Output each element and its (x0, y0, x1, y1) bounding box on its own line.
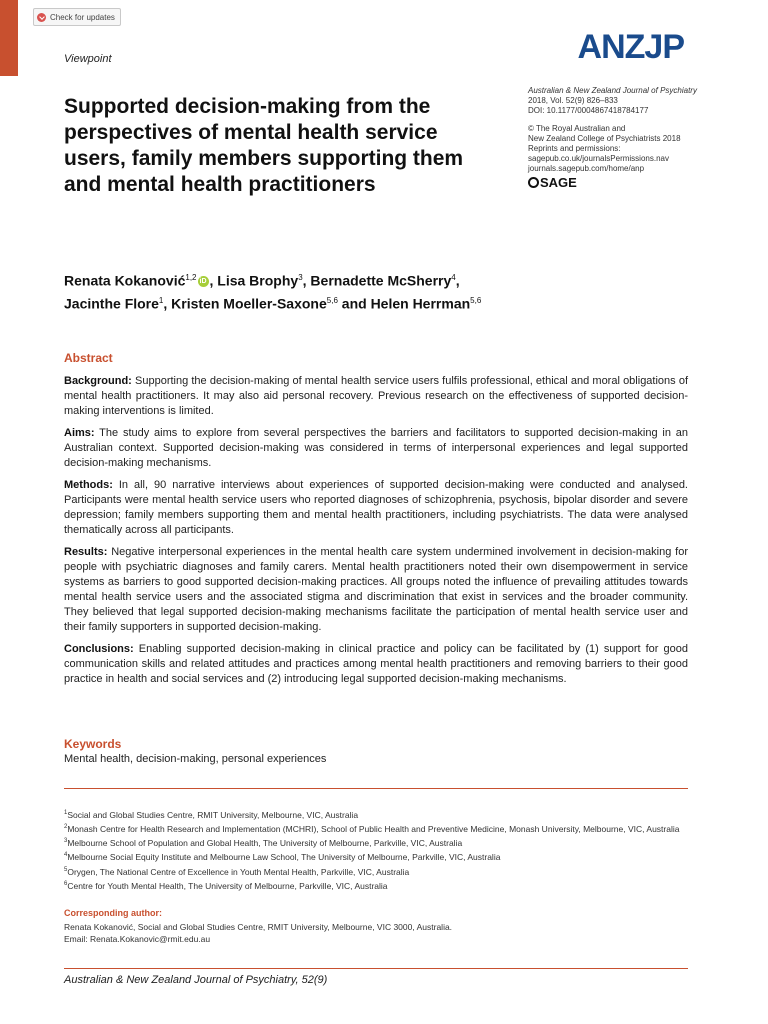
affiliation-item (64, 807, 688, 821)
affiliation-item (64, 849, 688, 863)
copyright-line-2: New Zealand College of Psychiatrists 2018 (528, 134, 681, 143)
author-affiliation-marker: 1 (158, 295, 164, 305)
corresponding-author-email[interactable]: Email: Renata.Kokanovic@rmit.edu.au (64, 934, 211, 944)
author-name: Bernadette McSherry (310, 272, 452, 289)
abstract-section-label: Aims: (64, 427, 95, 439)
footer-citation: Australian & New Zealand Journal of Psychiatry, 52(9) (64, 974, 328, 986)
article-title: Supported decision-making from the perspectives of mental health service users, family members supporting them and mental health practitioners (64, 95, 464, 196)
affiliation-number: 4 (64, 852, 68, 859)
affiliation-text: Centre for Youth Mental Health, The University of Melbourne, Parkville, VIC, Australia (67, 880, 388, 891)
author-list (64, 268, 564, 313)
corresponding-author-heading: Corresponding author: (64, 908, 162, 918)
doi[interactable]: DOI: 10.1177/0004867418784177 (528, 106, 649, 115)
abstract-section-text: Enabling supported decision-making in clinical practice and policy can be facilitated by (1) support for good communication skills and related attitudes and practices among mental health practitioners and removing barriers to their good practice in health and social services and (2) introducing legal supported decision-making mechanisms. (64, 643, 688, 685)
check-updates-label: Check for updates (50, 12, 115, 22)
affiliation-text: Social and Global Studies Centre, RMIT University, Melbourne, VIC, Australia (67, 809, 359, 820)
author-name: Helen Herrman (370, 295, 471, 312)
affiliation-item (64, 878, 688, 892)
affiliation-item (64, 864, 688, 878)
reprints-label: Reprints and permissions: (528, 144, 621, 153)
abstract-section (64, 426, 688, 471)
author-separator: , (209, 272, 218, 289)
abstract-section-label: Background: (64, 375, 132, 387)
permissions-link[interactable]: sagepub.co.uk/journalsPermissions.nav (528, 154, 669, 163)
section-label: Viewpoint (64, 53, 112, 65)
author-affiliation-marker: 1,2 (185, 273, 197, 282)
corresponding-author-address: Renata Kokanović, Social and Global Studies Centre, RMIT University, Melbourne, VIC 3000, Australia. (64, 922, 453, 932)
affiliation-number: 1 (64, 810, 68, 816)
sage-logo-icon (528, 177, 539, 188)
author-name: Jacinthe Flore (64, 295, 159, 312)
affiliations (64, 807, 688, 892)
accent-bar (0, 0, 18, 76)
author-name: Lisa Brophy (217, 272, 299, 289)
abstract-heading: Abstract (64, 351, 113, 365)
affiliation-number: 6 (64, 880, 68, 887)
author-affiliation-marker: 5,6 (470, 295, 482, 305)
affiliation-text: Monash Centre for Health Research and Implementation (MCHRI), School of Public Health and Preventive Medicine, Monash University, Melbourne, VIC, Australia (67, 823, 680, 834)
orcid-icon[interactable]: iD (199, 278, 207, 286)
footer-divider (64, 968, 688, 969)
abstract-body (64, 374, 688, 694)
abstract-section (64, 545, 688, 635)
author-separator: and (337, 295, 371, 312)
journal-meta (528, 86, 728, 188)
affiliation-text: Melbourne Social Equity Institute and Melbourne Law School, The University of Melbourne, Parkville, VIC, Australia (67, 852, 501, 863)
abstract-section-label: Results: (64, 546, 108, 558)
publisher-logo-text: SAGE (540, 174, 577, 190)
author-name: Renata Kokanović (64, 272, 186, 289)
author-affiliation-marker: 5,6 (326, 295, 338, 305)
check-updates-icon (37, 13, 46, 22)
abstract-section-label: Conclusions: (64, 643, 134, 655)
keywords-heading: Keywords (64, 737, 122, 751)
journal-name: Australian & New Zealand Journal of Psychiatry (528, 86, 697, 95)
affiliation-item (64, 835, 688, 849)
author-affiliation-marker: 3 (298, 273, 303, 282)
affiliation-number: 5 (64, 866, 68, 873)
abstract-section-text: Negative interpersonal experiences in the mental health care system undermined involvement in decision-making for people with psychiatric diagnoses and family carers. Mental health practitioners noted their own disempowerment in service systems as barriers to good supported decision-making practices. All groups noted the influence of prevailing attitudes towards mental health service users and the associated stigma and discrimination that exist in services and the broader community. They believed that legal supported decision-making mechanisms facilitate the participation of mental health service user and their family supporters in supported decision-making. (64, 546, 688, 633)
affiliation-item (64, 821, 688, 835)
author-affiliation-marker: 4 (451, 273, 456, 282)
affiliation-text: Melbourne School of Population and Global Health, The University of Melbourne, Parkville, VIC, Australia (67, 838, 463, 849)
abstract-section-label: Methods: (64, 479, 113, 491)
copyright-line-1: © The Royal Australian and (528, 124, 626, 133)
publisher-logo (528, 174, 728, 190)
abstract-section (64, 478, 688, 538)
affiliation-number: 2 (64, 824, 68, 831)
divider (64, 788, 688, 789)
volume-pages: 2018, Vol. 52(9) 826–833 (528, 96, 618, 105)
journal-logo: ANZJP (577, 28, 684, 66)
check-for-updates-button[interactable] (33, 8, 121, 26)
abstract-section (64, 642, 688, 687)
abstract-section-text: In all, 90 narrative interviews about experiences of supported decision-making were conducted and analysed. Participants were mental health service users who reported diagnoses of schizophrenia, psychosis, bipolar disorder and severe depression; family members supporting them and mental health practitioners, including psychiatrists. The data were analysed thematically across all participants. (64, 479, 688, 536)
author-name: Kristen Moeller-Saxone (171, 295, 327, 312)
abstract-section-text: The study aims to explore from several perspectives the barriers and facilitators to supported decision-making in an Australian context. Supported decision-making was considered in terms of interpersonal experiences and legal supported decision-making mechanisms. (64, 427, 688, 469)
journal-home-link[interactable]: journals.sagepub.com/home/anp (528, 164, 645, 173)
author-separator: , (455, 272, 460, 289)
abstract-section-text: Supporting the decision-making of mental health service users fulfils professional, ethical and moral obligations of mental health practitioners. It may also aid personal recovery. Previous research on the effectiveness of supported decision-making interventions is limited. (64, 375, 688, 417)
author-separator: , (163, 295, 172, 312)
affiliation-number: 3 (64, 838, 68, 845)
affiliation-text: Orygen, The National Centre of Excellence in Youth Mental Health, Parkville, VIC, Australia (67, 866, 410, 877)
keywords-text: Mental health, decision-making, personal experiences (64, 753, 327, 765)
corresponding-author (64, 921, 452, 945)
abstract-section (64, 374, 688, 419)
author-separator: , (302, 272, 311, 289)
